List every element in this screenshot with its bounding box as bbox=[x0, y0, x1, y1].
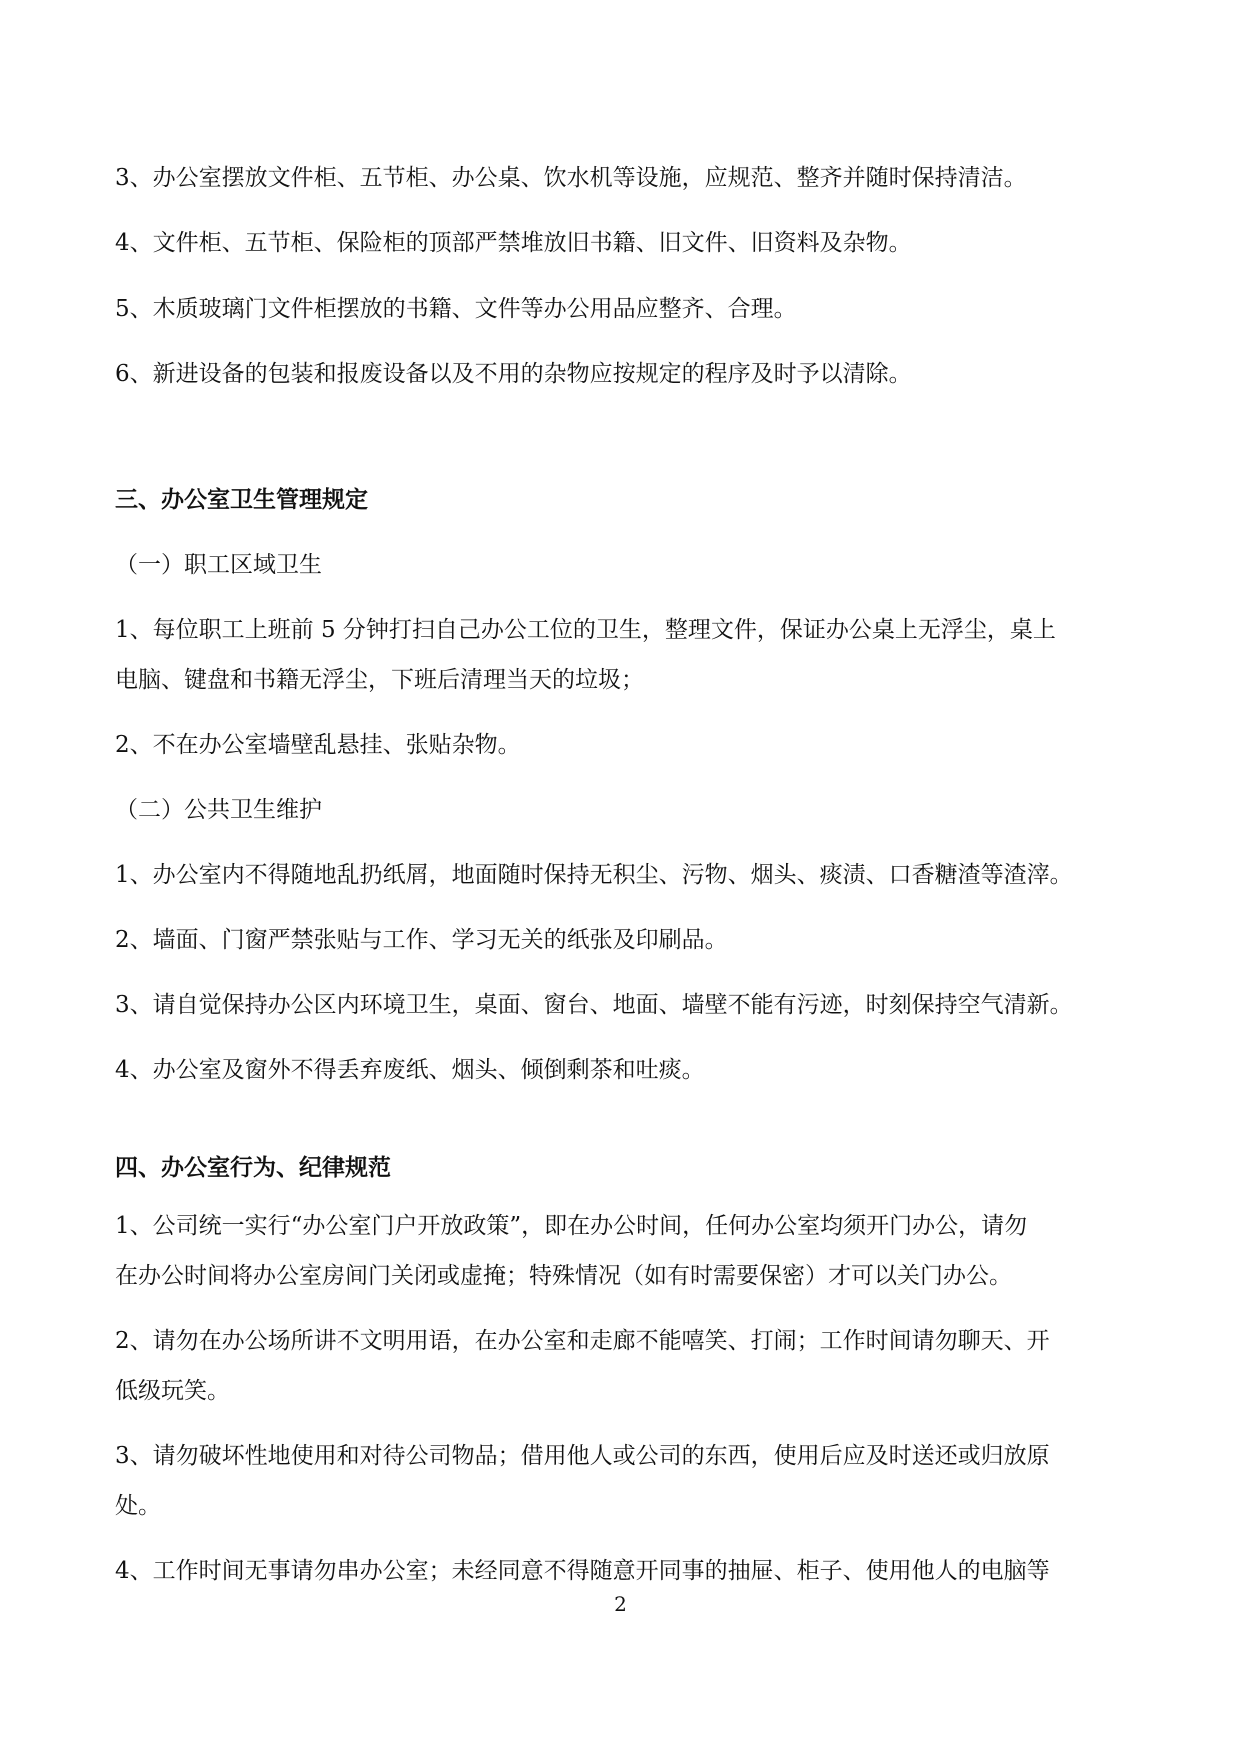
paragraph-line: 4、办公室及窗外不得丢弃废纸、烟头、倾倒剩茶和吐痰。 bbox=[115, 1057, 705, 1083]
paragraph-line: 3、请自觉保持办公区内环境卫生，桌面、窗台、地面、墙壁不能有污迹，时刻保持空气清新。 bbox=[115, 992, 1073, 1018]
rule-item-6: 6、新进设备的包装和报废设备以及不用的杂物应按规定的程序及时予以清除。 bbox=[115, 361, 912, 387]
paragraph-line: 2、不在办公室墙壁乱悬挂、张贴杂物。 bbox=[115, 732, 521, 758]
subsection-2-heading: （二）公共卫生维护 bbox=[115, 797, 322, 823]
section-4-heading: 四、办公室行为、纪律规范 bbox=[115, 1155, 391, 1181]
paragraph-line: 低级玩笑。 bbox=[115, 1378, 230, 1404]
rule-item-3: 3、办公室摆放文件柜、五节柜、办公桌、饮水机等设施，应规范、整齐并随时保持清洁。 bbox=[115, 165, 1027, 191]
rule-item-4: 4、文件柜、五节柜、保险柜的顶部严禁堆放旧书籍、旧文件、旧资料及杂物。 bbox=[115, 230, 912, 256]
paragraph-line: 电脑、键盘和书籍无浮尘，下班后清理当天的垃圾； bbox=[115, 667, 644, 693]
paragraph-line: 4、工作时间无事请勿串办公室；未经同意不得随意开同事的抽屉、柜子、使用他人的电脑等 bbox=[115, 1558, 1050, 1584]
paragraph-line: 3、请勿破坏性地使用和对待公司物品；借用他人或公司的东西，使用后应及时送还或归放原 bbox=[115, 1443, 1050, 1469]
paragraph-line: 2、墙面、门窗严禁张贴与工作、学习无关的纸张及印刷品。 bbox=[115, 927, 728, 953]
section-3-heading: 三、办公室卫生管理规定 bbox=[115, 487, 368, 513]
subsection-1-heading: （一）职工区域卫生 bbox=[115, 552, 322, 578]
paragraph-line: 1、每位职工上班前 5 分钟打扫自己办公工位的卫生，整理文件，保证办公桌上无浮尘，桌上 bbox=[115, 617, 1056, 643]
paragraph-line: 1、公司统一实行“办公室门户开放政策”，即在办公时间，任何办公室均须开门办公，请勿 bbox=[115, 1213, 1028, 1239]
rule-item-5: 5、木质玻璃门文件柜摆放的书籍、文件等办公用品应整齐、合理。 bbox=[115, 296, 797, 322]
page-number: 2 bbox=[614, 1592, 627, 1616]
paragraph-line: 处。 bbox=[115, 1493, 161, 1519]
paragraph-line: 2、请勿在办公场所讲不文明用语，在办公室和走廊不能嘻笑、打闹；工作时间请勿聊天、开 bbox=[115, 1328, 1050, 1354]
paragraph-line: 1、办公室内不得随地乱扔纸屑，地面随时保持无积尘、污物、烟头、痰渍、口香糖渣等渣滓。 bbox=[115, 862, 1073, 888]
paragraph-line: 在办公时间将办公室房间门关闭或虚掩；特殊情况（如有时需要保密）才可以关门办公。 bbox=[115, 1263, 1012, 1289]
